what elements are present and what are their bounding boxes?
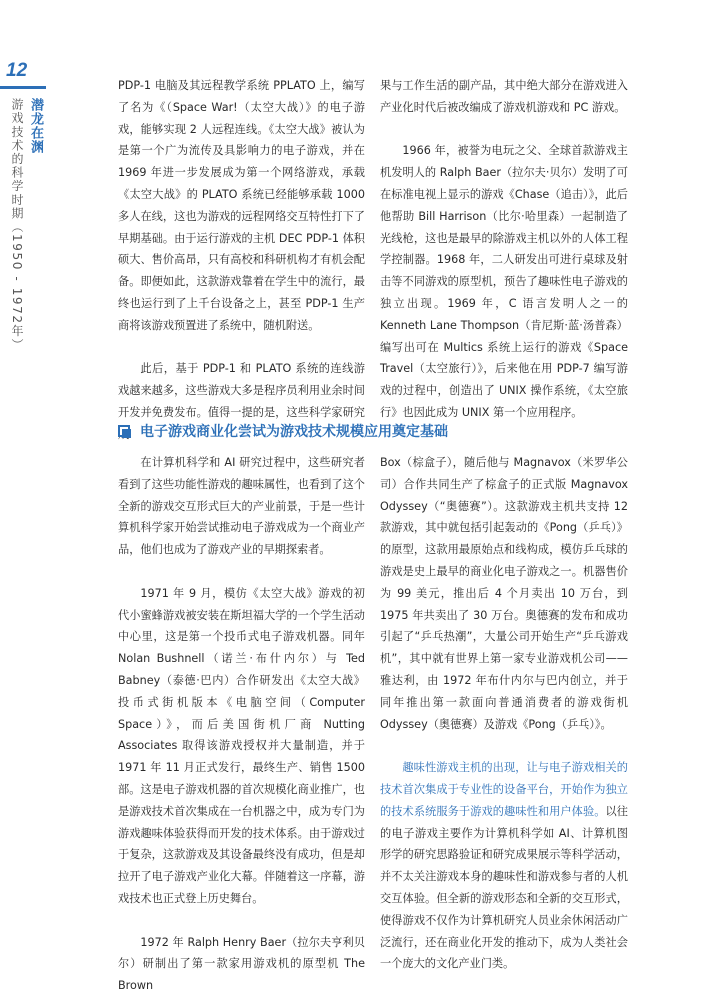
paragraph-highlighted — [380, 757, 628, 975]
paragraph: 此后，基于 PDP-1 和 PLATO 系统的连线游戏越来越多，这些游戏大多是程序员利用业余时间开发并免费发布。值得一提的是，这些科学家研究 — [118, 362, 365, 419]
right-column-bottom — [380, 452, 628, 975]
paragraph: PDP-1 电脑及其远程教学系统 PPLATO 上，编写了名为《（Space War!（太空大战）》的电子游戏，能够实现 2 人远程连线。《太空大战》被认为是第一个广为流传及具影响力的电子游戏，并在 1969 年进一步发展成为第一个网络游戏，承载《太空大战》的 PLATO 系统已经能够承载 1000 多人在线，这也为游戏的远程网络交互特性打下了早期基础。由于运行游戏的主机 DEC PDP-1 体积硕大、售价高昂，只有高校和科研机构才有机会配备。即便如此，这款游戏靠着在学生中的流行，最终也运行到了上千台设备之上，甚至 PDP-1 生产商将该游戏预置进了系统中，随机附送。 — [118, 79, 365, 332]
paragraph: 1966 年，被誉为电玩之父、全球首款游戏主机发明人的 Ralph Baer（拉尔夫·贝尔）发明了可在标准电视上显示的游戏《Chase（追击）》，此后他帮助 Bill Harrison（比尔·哈里森）一起制造了光线枪，这也是最早的除游戏主机以外的人体工程学控制器。1968 年，二人研发出可进行桌球及射击等不同游戏的原型机，预告了趣味性电子游戏的独立出现。1969 年，C 语言发明人之一的 Kenneth Lane Thompson（肯尼斯·蓝·汤普森）编写出可在 Multics 系统上运行的游戏《Space Travel（太空旅行）》，后来他在用 PDP-7 编写游戏的过程中，创造出了 UNIX 操作系统，《太空旅行》也因此成为 UNIX 第一个应用程序。 — [380, 144, 628, 419]
section-label: 潜龙在渊 — [28, 98, 43, 154]
highlighted-text: 趣味性游戏主机的出现，让与电子游戏相关的技术首次集成于专业性的设备平台，开始作为独立的技术系统服务于游戏的趣味性和用户体验。 — [380, 761, 628, 818]
paragraph: 1971 年 9 月，模仿《太空大战》游戏的初代小蜜蜂游戏被安装在斯坦福大学的一个学生活动中心里，这是第一个投币式电子游戏机器。同年 Nolan Bushnell（诺兰·布什内尔）与 Ted Babney（泰德·巴内）合作研发出《太空大战》投币式街机版本《电脑空间（Computer Space）》，而后美国街机厂商 Nutting Associates 取得该游戏授权并大量制造，并于 1971 年 11 月正式发行，最终生产、销售 1500 部。这是电子游戏机器的首次规模化商业推广，也是游戏技术首次集成在一台机器之中，成为专门为游戏趣味体验获得而开发的技术体系。由于游戏过于复杂，这款游戏及其设备最终没有成功，但是却拉开了电子游戏产业化大幕。伴随着这一序幕，游戏技术也正式登上历史舞台。 — [118, 586, 365, 905]
paragraph: 果与工作生活的副产品，其中绝大部分在游戏进入产业化时代后被改编成了游戏机游戏和 PC 游戏。 — [380, 79, 628, 114]
right-column-top — [380, 75, 628, 424]
section-heading-text: 电子游戏商业化尝试为游戏技术规模应用奠定基础 — [140, 424, 448, 440]
paragraph: Box（棕盒子），随后他与 Magnavox（米罗华公司）合作共同生产了棕盒子的正式版 Magnavox Odyssey（“奥德赛”）。这款游戏主机共支持 12 款游戏，其中就包括引起轰动的《Pong（乒乓）》的原型，这款用最原始点和线构成，模仿乒乓球的游戏是史上最早的商业化电子游戏之一。机器售价为 99 美元，推出后 4 个月卖出 10 万台，到 1975 年共卖出了 30 万台。奥德赛的发布和成功引起了“乒乓热潮”，大量公司开始生产“乒乓游戏机”，其中就有世界上第一家专业游戏机公司——雅达利，由 1972 年布什内尔与巴内创立，并于同年推出第一款面向普通消费者的游戏街机 Odyssey（奥德赛）及游戏《Pong（乒乓）》。 — [380, 456, 628, 731]
section-heading — [118, 421, 638, 441]
paragraph-text: 以往的电子游戏主要作为计算机科学如 AI、计算机图形学的研究思路验证和研究成果展示等科学活动，并不太关注游戏本身的趣味性和游戏参与者的人机交互体验。但全新的游戏形态和全新的交互形式，使得游戏不仅作为计算机研究人员业余休闲活动广泛流行，还在商业化开发的推动下，成为人类社会一个庞大的文化产业门类。 — [380, 804, 628, 971]
left-column-bottom — [118, 452, 365, 997]
page-number: 12 — [6, 60, 28, 81]
page-number-rule — [0, 86, 46, 89]
paragraph: 1972 年 Ralph Henry Baer（拉尔夫亨利贝尔）研制出了第一款家用游戏机的原型机 The Brown — [118, 935, 365, 993]
paragraph: 在计算机科学和 AI 研究过程中，这些研究者看到了这些功能性游戏的趣味属性，也看到了这个全新的游戏交互形式巨大的产业前景，于是一些计算机科学家开始尝试推动电子游戏成为一个商业产品，他们也成为了游戏产业的早期探索者。 — [118, 456, 365, 557]
left-column-top — [118, 75, 365, 446]
chapter-title: 游戏技术的科学时期（1950 - 1972年） — [10, 98, 24, 352]
square-bullet-icon — [118, 425, 130, 437]
